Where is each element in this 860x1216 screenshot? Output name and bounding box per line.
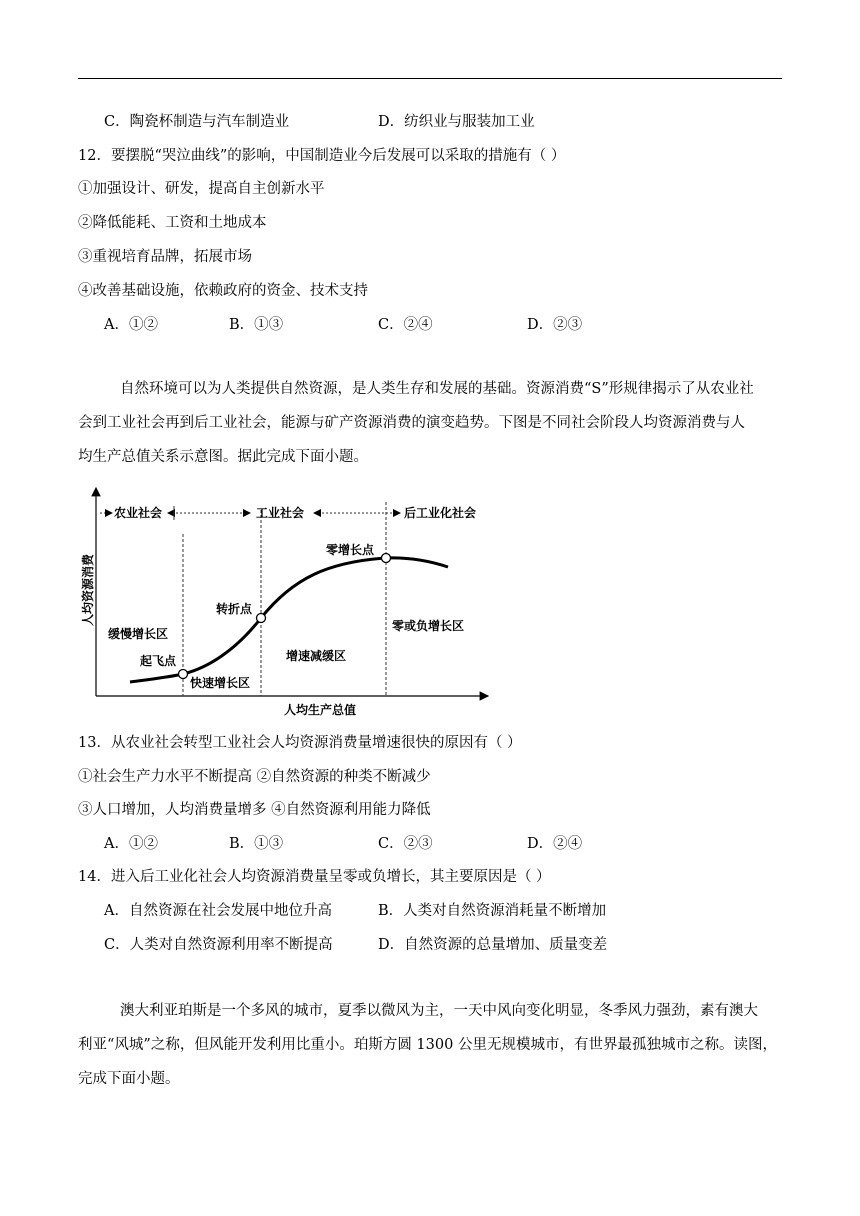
q12-option-a: A．①② [104, 317, 158, 333]
q14-stem: 14．进入后工业化社会人均资源消费量呈零或负增长，其主要原因是（ ） [78, 869, 551, 885]
passage1-line-3: 均生产总值关系示意图。据此完成下面小题。 [78, 449, 368, 465]
label-takeoff-point: 起飞点 [140, 654, 177, 668]
takeoff-point-marker [179, 670, 188, 679]
label-zero-growth-point: 零增长点 [326, 543, 375, 557]
label-turning-point: 转折点 [216, 602, 253, 616]
passage-resource-consumption [78, 372, 784, 474]
header-rule [78, 78, 782, 79]
zone-zero-negative-growth: 零或负增长区 [392, 619, 465, 633]
q14-option-d: D．自然资源的总量增加、质量变差 [378, 937, 608, 953]
stage-label-agricultural: 农业社会 [114, 506, 163, 520]
zero-growth-point-marker [382, 554, 391, 563]
q12-option-c: C．②④ [378, 317, 433, 333]
q12-option-b: B．①③ [229, 317, 284, 333]
q13-option-c: C．②③ [378, 836, 433, 852]
q13-items-line-1: ①社会生产力水平不断提高 ②自然资源的种类不断减少 [78, 769, 431, 785]
q14-option-b: B．人类对自然资源消耗量不断增加 [378, 903, 607, 919]
q12-item-3: ③重视培育品牌，拓展市场 [78, 249, 252, 265]
stage-label-industrial: 工业社会 [256, 506, 305, 520]
q12-item-2: ②降低能耗、工资和土地成本 [78, 215, 267, 231]
q13-option-b: B．①③ [229, 836, 284, 852]
q13-option-d: D．②④ [527, 836, 583, 852]
zone-slowing-growth: 增速减缓区 [286, 649, 347, 663]
turning-point-marker [257, 614, 266, 623]
passage2-line-2: 利亚“风城”之称，但风能开发利用比重小。珀斯方圆 1300 公里无规模城市，有世界最孤独城市之称。读图， [78, 1037, 777, 1053]
q12-item-1: ①加强设计、研发，提高自主创新水平 [78, 181, 325, 197]
x-axis-label: 人均生产总值 [284, 703, 357, 717]
zone-rapid-growth: 快速增长区 [190, 676, 251, 690]
q12-stem: 12．要摆脱“哭泣曲线”的影响，中国制造业今后发展可以采取的措施有（ ） [78, 148, 566, 164]
passage2-line-1: 澳大利亚珀斯是一个多风的城市，夏季以微风为主，一天中风向变化明显，冬季风力强劲，素有澳大 [120, 1003, 758, 1019]
resource-consumption-diagram [78, 482, 498, 718]
q13-stem: 13．从农业社会转型工业社会人均资源消费量增速很快的原因有（ ） [78, 735, 522, 751]
q14-option-a: A．自然资源在社会发展中地位升高 [104, 903, 332, 919]
passage1-line-1: 自然环境可以为人类提供自然资源，是人类生存和发展的基础。资源消费“S”形规律揭示了从农业社 [120, 381, 754, 397]
q13-items-line-2: ③人口增加，人均消费量增多 ④自然资源利用能力降低 [78, 802, 431, 818]
q12-item-4: ④改善基础设施，依赖政府的资金、技术支持 [78, 283, 368, 299]
passage2-line-3: 完成下面小题。 [78, 1071, 180, 1087]
y-axis-label: 人均资源消费 [81, 553, 95, 626]
stage-label-post-industrial: 后工业化社会 [404, 506, 477, 520]
q11-option-d: D．纺织业与服装加工业 [378, 114, 535, 130]
q12-option-d: D．②③ [527, 317, 583, 333]
zone-slow-growth: 缓慢增长区 [108, 627, 169, 641]
q14-option-c: C．人类对自然资源利用率不断提高 [104, 937, 333, 953]
passage-perth-wind [78, 994, 784, 1096]
passage1-line-2: 会到工业社会再到后工业社会，能源与矿产资源消费的演变趋势。下图是不同社会阶段人均资源消费与人 [78, 415, 745, 431]
q13-option-a: A．①② [104, 836, 158, 852]
q11-option-c: C．陶瓷杯制造与汽车制造业 [104, 114, 290, 130]
